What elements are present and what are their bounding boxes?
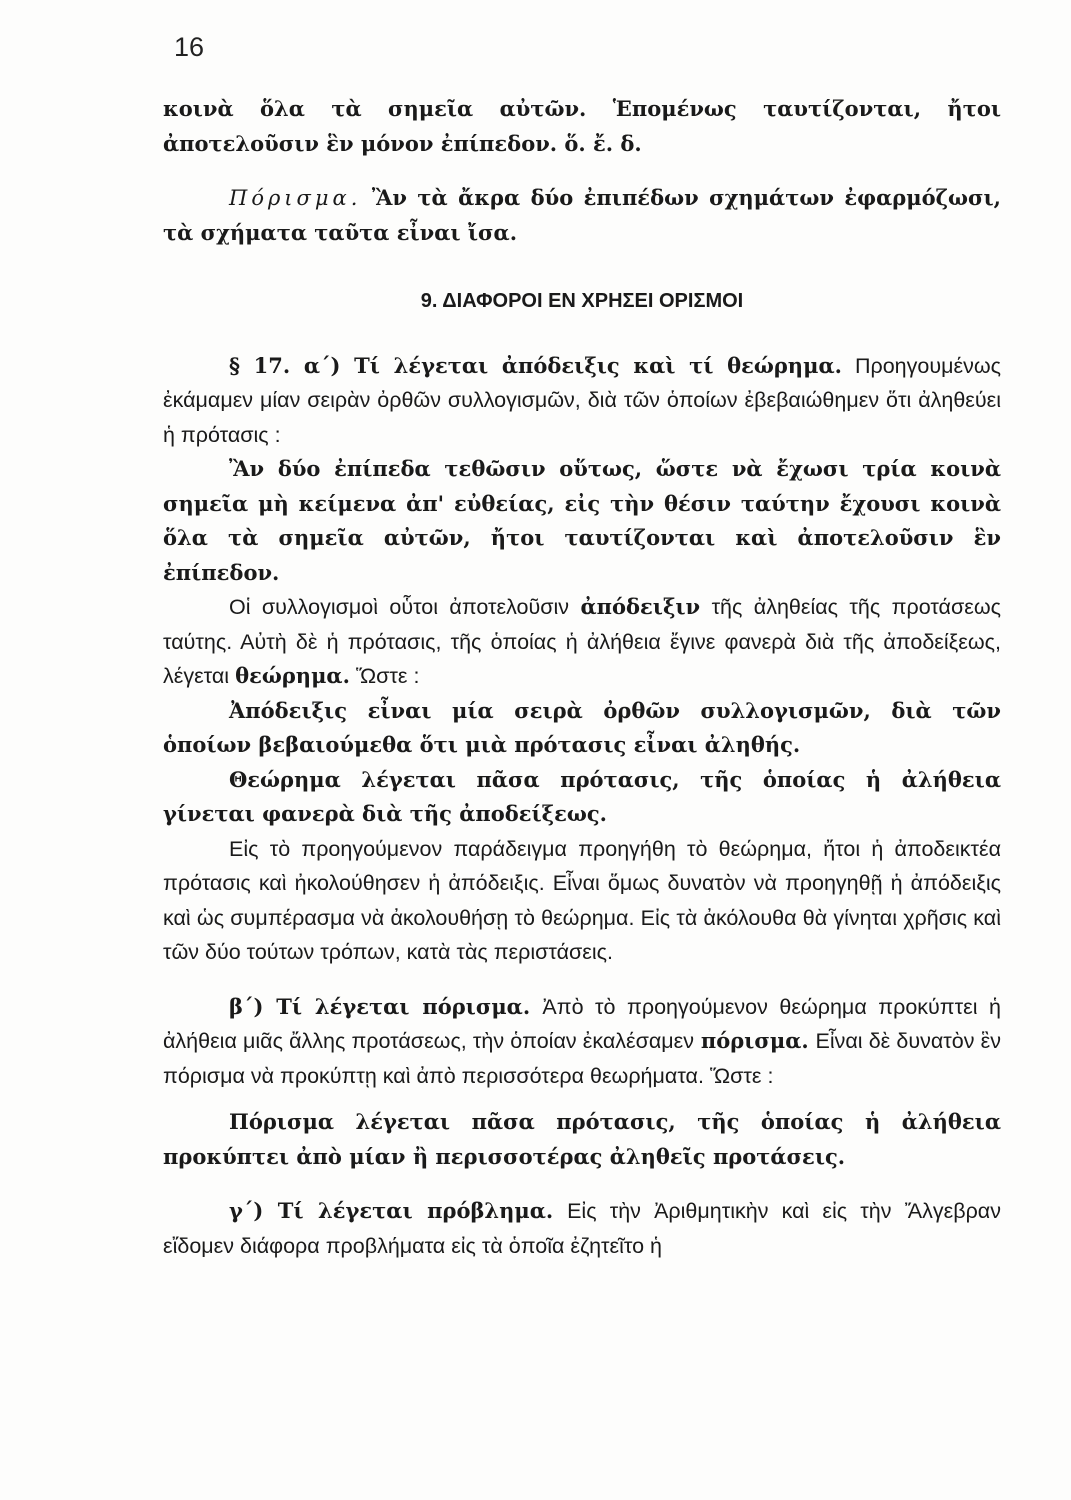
definition-proof: Ἀπόδειξις εἶναι μία σειρὰ ὀρθῶν συλλογισμῶν, διὰ τῶν ὁποίων βεβαιούμεθα ὅτι μιὰ πρότασις εἶναι ἀληθής. xyxy=(163,697,1001,757)
paragraph-corollary-definition xyxy=(163,990,1001,1094)
corollary-def-text-1: Ἀπὸ τὸ προηγούμενον θεώρημα προκύπτει ἡ ἀλήθεια μιᾶς ἄλλης προτάσεως, τὴν ὁποίαν ἐκαλέσαμεν xyxy=(163,994,1001,1053)
proof-explanation-text-2: τῆς ἀληθείας τῆς προτάσεως ταύτης. Αὐτὴ δὲ ἡ πρότασις, τῆς ὁποίας ἡ ἀλήθεια ἔγινε φανερὰ διὰ τῆς ἀποδείξεως, λέγεται xyxy=(163,595,1001,688)
proof-explanation-text-1: Οἱ συλλογισμοὶ οὗτοι ἀποτελοῦσιν xyxy=(229,595,570,619)
corollary-lead: β΄) Τί λέγεται πόρισμα. xyxy=(229,993,531,1019)
corollary-def-text-2: Εἶναι δὲ δυνατὸν ἓν πόρισμα νὰ προκύπτῃ καὶ ἀπὸ περισσότερα θεωρήματα. Ὥστε : xyxy=(163,1029,1001,1088)
proof-explanation-text-3: Ὥστε : xyxy=(355,664,420,688)
corollary-text: Ἂν τὰ ἄκρα δύο ἐπιπέδων σχημάτων ἐφαρμόζωσι, τὰ σχήματα ταῦτα εἶναι ἴσα. xyxy=(163,185,1001,245)
page-content xyxy=(163,92,1001,1263)
definition-corollary: Πόρισμα λέγεται πᾶσα πρότασις, τῆς ὁποίας ἡ ἀλήθεια προκύπτει ἀπὸ μίαν ἢ περισσοτέρας ἀληθεῖς προτάσεις. xyxy=(163,1109,1001,1169)
corollary-label: Πόρισμα. xyxy=(229,186,362,210)
problem-lead: γ΄) Τί λέγεται πρόβλημα. xyxy=(229,1198,554,1223)
term-corollary: πόρισμα. xyxy=(700,1028,809,1053)
page-number: 16 xyxy=(174,32,205,62)
section-17-lead: § 17. α΄) Τί λέγεται ἀπόδειξις καὶ τί θεώρημα. xyxy=(229,352,842,378)
paragraph-order: Εἰς τὸ προηγούμενον παράδειγμα προηγήθη τὸ θεώρημα, ἤτοι ἡ ἀποδεικτέα πρότασις καὶ ἠκολούθησεν ἡ ἀπόδειξις. Εἶναι ὅμως δυνατὸν νὰ προηγηθῇ ἡ ἀπόδειξις καὶ ὡς συμπέρασμα νὰ ἀκολουθήσῃ τὸ θεώρημα. Εἰς τὰ ἀκόλουθα θὰ γίνηται χρῆσις καὶ τῶν δύο τούτων τρόπων, κατὰ τὰς περιστάσεις. xyxy=(163,836,1001,964)
paragraph-corollary xyxy=(163,181,1001,250)
paragraph-proposition: Ἂν δύο ἐπίπεδα τεθῶσιν οὕτως, ὥστε νὰ ἔχωσι τρία κοινὰ σημεῖα μὴ κείμενα ἀπ' εὐθείας, εἰς τὴν θέσιν ταύτην ἔχουσι κοινὰ ὅλα τὰ σημεῖα αὐτῶν, ἤτοι ταυτίζονται καὶ ἀποτελοῦσιν ἓν ἐπίπεδον. xyxy=(163,456,1001,585)
term-theorem: θεώρημα. xyxy=(235,663,350,688)
problem-text: Εἰς τὴν Ἀριθμητικὴν καὶ εἰς τὴν Ἄλγεβραν εἴδομεν διάφορα προβλήματα εἰς τὰ ὁποῖα ἐζητεῖτο ἡ xyxy=(163,1199,1001,1258)
definition-theorem: Θεώρημα λέγεται πᾶσα πρότασις, τῆς ὁποίας ἡ ἀλήθεια γίνεται φανερὰ διὰ τῆς ἀποδείξεως. xyxy=(163,766,1001,826)
paragraph-proof-end: κοινὰ ὅλα τὰ σημεῖα αὐτῶν. Ἑπομένως ταυτίζονται, ἤτοι ἀποτελοῦσιν ἓν μόνον ἐπίπεδον. ὅ. ἔ. δ. xyxy=(163,96,1001,156)
paragraph-section-17 xyxy=(163,349,1001,453)
section-17-text: Προηγουμένως ἐκάμαμεν μίαν σειρὰν ὀρθῶν συλλογισμῶν, διὰ τῶν ὁποίων ἐβεβαιώθημεν ὅτι ἀληθεύει ἡ πρότασις : xyxy=(163,353,1001,447)
term-proof: ἀπόδειξιν xyxy=(580,594,701,619)
section-heading: 9. ΔΙΑΦΟΡΟΙ ΕΝ ΧΡΗΣΕΙ ΟΡΙΣΜΟΙ xyxy=(420,290,744,312)
paragraph-proof-explanation xyxy=(163,590,1001,694)
paragraph-problem xyxy=(163,1194,1001,1263)
